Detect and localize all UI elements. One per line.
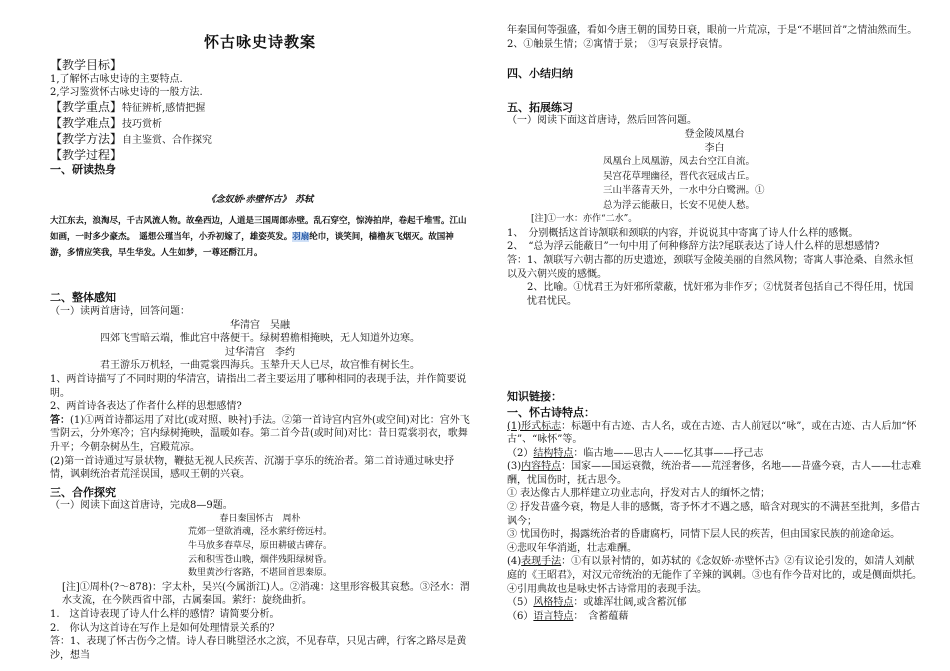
feature-5 — [507, 596, 922, 610]
ci-text — [50, 213, 470, 261]
poem3-line: 荒郊一望欲消魂，泾水萦纡傍远村。 — [187, 527, 332, 538]
answer-2: (2)第一首诗通过写景状物，鞭挞无视人民疾苦、沉溺于享乐的统治者。第二首诗通过咏史抒情，讽刺统治者荒淫误国，感叹王朝的兴衰。 — [50, 455, 455, 481]
section-1-heading: 一、研读热身 — [50, 162, 116, 176]
feature-3-item: ② 抒发昔盛今衰，物是人非的感慨，寄予怀才不遇之感，暗含对现实的不满甚至批判，多借古讽今； — [507, 502, 921, 527]
ci-title: 《念奴娇·赤壁怀古》 苏轼 — [206, 195, 314, 206]
feature-3-label: 内容特点 — [521, 461, 562, 473]
poem3-line: 云和积雪苍山晚，烟伴残阳绿树昏。 — [187, 554, 332, 565]
feature-6-text: ： 含蓄蕴藉 — [573, 610, 629, 622]
section-2-sub: （一）读两首唐诗，回答问题： — [50, 305, 190, 317]
feature-1 — [507, 420, 922, 447]
poem3-line: 数里黄沙行客路，不堪回首思秦原。 — [187, 568, 332, 579]
question-1: 1、两首诗描写了不同时期的华清宫，请指出二者主要运用了哪种相同的表现手法，并作简要说明。 — [50, 373, 467, 399]
feature-3-item: ① 表达像古人那样建立功业志向，抒发对古人的缅怀之情； — [507, 488, 771, 500]
answer-1 — [50, 414, 470, 455]
difficult-heading — [50, 116, 470, 132]
feature-6-label: 语言特点 — [533, 610, 574, 622]
knowledge-sub: 一、怀古诗特点： — [507, 405, 595, 419]
key-text: 特征辨析,感情把握 — [122, 102, 206, 114]
section-5-sub: （一）阅读下面这首唐诗，然后回答问题。 — [507, 115, 697, 127]
feature-2-prefix: （2） — [507, 447, 534, 459]
poem3-answer: 答：1、表现了怀古伤今之情。诗人春日眺望泾水之滨，不见春草，只见古碑，行客之路尽是黄沙，想当 — [50, 636, 467, 661]
right-column — [507, 0, 922, 623]
feature-3-item: ④悲叹年华消逝，壮志难酬。 — [507, 542, 637, 554]
feature-1-label: (1)形式标志 — [507, 420, 562, 432]
poem4-line: 凤凰台上凤凰游，凤去台空江自流。 — [603, 156, 756, 168]
ci-text-2: 纶巾，谈笑间，樯橹灰飞烟灭。故国神游，多情应笑我，早生华发。人生如梦，一尊还酹江月。 — [50, 232, 454, 259]
feature-5-prefix: （5） — [507, 597, 534, 609]
section-4-heading: 四、小结归纳 — [507, 67, 573, 81]
method-label: 【教学方法】 — [50, 131, 123, 146]
goal-item: 2,学习鉴赏怀古咏史诗的一般方法. — [50, 87, 203, 99]
feature-6 — [507, 610, 922, 624]
key-label: 【教学重点】 — [50, 99, 123, 114]
poem2-title: 过华清宫 李约 — [225, 346, 295, 358]
doc-title: 怀古咏史诗教案 — [203, 33, 316, 51]
ci-highlight: 羽扇 — [292, 232, 310, 243]
ci-text-1: 大江东去，浪淘尽，千古风流人物。故垒西边，人道是三国周郎赤壁。乱石穿空，惊涛拍岸，卷起千堆雪。江山如画，一时多少豪杰。 遥想公瑾当年，小乔初嫁了，雄姿英发。 — [50, 216, 467, 243]
poem2-text: 君王游乐万机轻，一曲霓裳四海兵。玉辇升天人已尽，故宫惟有树长生。 — [100, 360, 420, 372]
poem4-author: 李白 — [704, 142, 725, 154]
feature-4-label: 表现手法 — [521, 556, 562, 568]
section-2-heading: 二、整体感知 — [50, 291, 116, 305]
poem1-text: 四郊飞雪暗云端，惟此宫中落便干。绿树碧檐相掩映，无人知道外边寒。 — [100, 333, 420, 345]
knowledge-heading: 知识链接： — [507, 390, 562, 404]
feature-6-prefix: （6） — [507, 610, 534, 622]
feature-4 — [507, 555, 922, 596]
feature-3 — [507, 460, 922, 487]
poem4-body — [507, 155, 922, 213]
feature-3-text: ：国家——国运衰微，统治者——荒淫奢侈，名地——昔盛今衰，古人——壮志难酬，忧国伤时，抚古思今。 — [507, 461, 922, 486]
feature-3-item: ③ 忧国伤时，揭露统治者的昏庸腐朽，同情下层人民的疾苦，但由国家民族的前途命运。 — [507, 529, 901, 541]
process-label: 【教学过程】 — [50, 147, 123, 162]
method-text: 自主鉴赏、合作探究 — [122, 134, 213, 146]
feature-2-label: 结构特点 — [533, 447, 574, 459]
poem4-line: 总为浮云能蔽日，长安不见使人愁。 — [603, 199, 756, 211]
poem3-note: [注]①周朴(?～878)：字太朴，吴兴(今属浙江)人。②消魂：这里形容极其哀愁。③泾水：渭水支流，在今陕西省中部，古属秦国。萦纡：旋绕曲折。 — [62, 581, 470, 607]
left-column — [50, 0, 470, 662]
section-3-heading: 三、合作探究 — [50, 485, 116, 499]
feature-2-text: ：临古地——思古人——忆其事——抒己志 — [573, 447, 764, 459]
answer-1-text: (1)①两首诗都运用了对比(或对照、映衬)手法。②第一首诗宫内宫外(或空间)对比：宫外飞雪阴云，分外寒冷；宫内绿树掩映，温暖如春。第二首今昔(或时间)对比：昔日霓裳羽衣，歌舞升平；今朝杂树丛生，宫殿荒凉。 — [50, 414, 470, 453]
poem4-line: 三山半落青天外，一水中分白鹭洲。① — [603, 185, 765, 197]
difficult-text: 技巧赏析 — [122, 118, 163, 130]
goals-heading — [50, 58, 470, 73]
feature-4-prefix: (4) — [507, 556, 522, 568]
feature-5-label: 风格特点 — [533, 597, 574, 609]
section-5-heading: 五、拓展练习 — [507, 100, 573, 114]
key-heading — [50, 100, 470, 116]
continued-answer: 年秦国何等强盛，看如今唐王朝的国势日衰，眼前一片荒凉，于是“不堪回首”之情油然而生。 — [507, 25, 918, 36]
method-heading — [50, 132, 470, 148]
process-heading — [50, 148, 470, 163]
goal-item: 1,了解怀古咏史诗的主要特点. — [50, 73, 183, 85]
answer-label: 答： — [50, 414, 70, 426]
question-2: 2、两首诗各表达了作者什么样的思想感情? — [50, 401, 242, 413]
section-3-sub: （一）阅读下面这首唐诗，完成8—9题。 — [50, 500, 233, 512]
poem4-note: [注]①一水：亦作“二水”。 — [531, 214, 638, 225]
poem4-answer-1: 答：1、颔联写六朝古都的历史遗迹，颈联写金陵美丽的自然风物；寄寓人事沧桑、自然永恒以及六朝兴废的感慨。 — [507, 254, 914, 280]
poem4-answer-2: 2、比喻。①忧君王为奸邪所蒙蔽，忧奸邪为非作歹；②忧贤者包括自己不得任用，忧国忧君忧民。 — [527, 282, 914, 307]
poem4-question-2: 2、 “总为浮云能蔽日”一句中用了何种修辞方法?尾联表达了诗人什么样的思想感情? — [507, 241, 880, 253]
difficult-label: 【教学难点】 — [50, 115, 123, 130]
continued-answer-2: 2、①触景生情；②寓情于景； ③写哀景抒哀情。 — [507, 38, 729, 50]
poem4-line: 吴宫花草埋幽径，晋代衣冠成古丘。 — [603, 170, 756, 182]
poem3-question-2: 2. 你认为这首诗在写作上是如何处理情景关系的？ — [50, 622, 280, 634]
poem1-title: 华清宫 吴融 — [230, 319, 290, 331]
poem3-title: 春日秦国怀古 周朴 — [219, 513, 301, 524]
goals-label: 【教学目标】 — [50, 57, 123, 72]
poem4-question-1: 1、 分别概括这首诗颔联和颈联的内容，并说说其中寄寓了诗人什么样的感慨。 — [507, 227, 859, 239]
feature-4-text: ：①有以景衬情的，如苏轼的《念奴娇·赤壁怀古》②有议论引发的，如清人刘献庭的《王昭君》，对汉元帝统治的无能作了辛辣的讽刺。③也有作今昔对比的，或是侧面烘托。④引用典故也是咏史怀古诗常用的表现手法。 — [507, 556, 922, 595]
poem3-line: 牛马放多春草尽，原田耕破古碑存。 — [187, 541, 332, 552]
poem3-question-1: 1. 这首诗表现了诗人什么样的感情？请简要分析。 — [50, 609, 280, 621]
poem4-title: 登金陵凤凰台 — [684, 128, 745, 140]
feature-2 — [507, 447, 922, 461]
feature-5-text: ：或雄浑壮阔,或含蓄沉郁 — [573, 597, 687, 609]
feature-1-text: ：标题中有古迹、古人名，或在古迹、古人前冠以“咏”，或在古迹、古人后加“怀古”、“咏怀”等。 — [507, 420, 917, 446]
feature-3-prefix: (3) — [507, 461, 522, 473]
